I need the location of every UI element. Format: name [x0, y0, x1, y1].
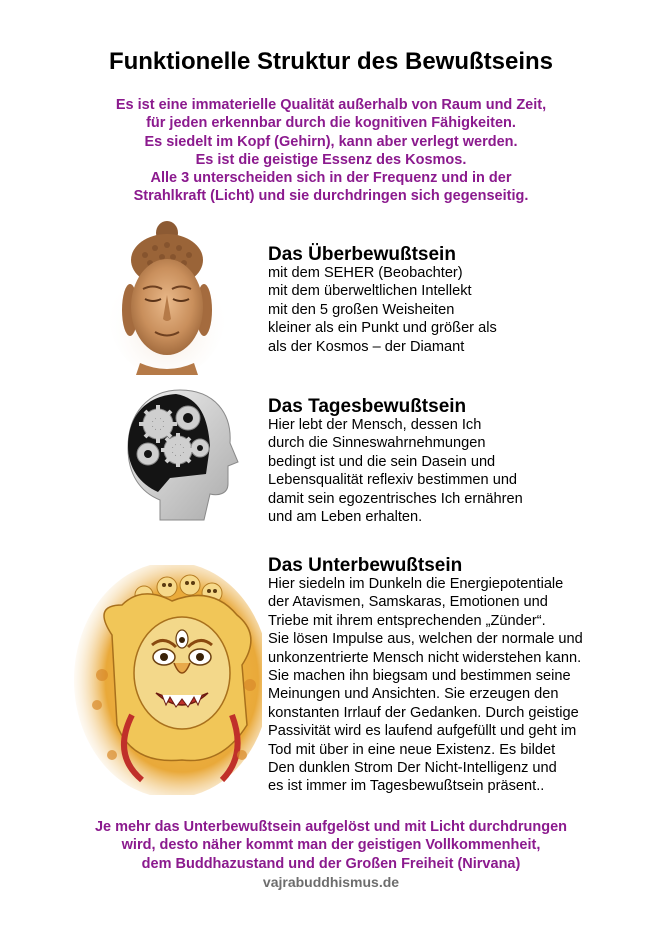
section-body-unterbewusstsein [268, 575, 583, 796]
section-line: Triebe mit ihrem entsprechenden „Zünder“. [268, 612, 546, 629]
section-line: es ist immer im Tagesbewußtsein präsent.. [268, 778, 545, 795]
closing-line: Je mehr das Unterbewußtsein aufgelöst und mit Licht durchdrungen [94, 819, 568, 835]
gear-head-image [120, 388, 240, 523]
section-line: mit den 5 großen Weisheiten [268, 301, 455, 318]
section-title-tagesbewusstsein: Das Tagesbewußtsein [268, 396, 467, 417]
section-title-ueberbewusstsein: Das Überbewußtsein [268, 244, 456, 265]
wrathful-deity-image [72, 565, 262, 795]
section-line: bedingt ist und die sein Dasein und [268, 453, 496, 470]
section-line: mit dem überweltlichen Intellekt [268, 283, 472, 300]
closing-line: dem Buddhazustand und der Großen Freiheit (Nirvana) [141, 855, 521, 872]
intro-line: Alle 3 unterscheiden sich in der Frequenz und in der [150, 170, 512, 187]
section-body-tagesbewusstsein [268, 416, 523, 526]
intro-line: Es siedelt im Kopf (Gehirn), kann aber verlegt werden. [144, 133, 518, 150]
section-line: Tod mit über in eine neue Existenz. Es bildet [268, 741, 556, 758]
section-line: Sie lösen Impulse aus, welchen der normale und [268, 631, 583, 648]
intro-text [20, 96, 642, 206]
section-line: mit dem SEHER (Beobachter) [268, 265, 463, 281]
page-title: Funktionelle Struktur des Bewußtseins [108, 48, 554, 75]
section-line: und am Leben erhalten. [268, 509, 423, 526]
closing-line: wird, desto näher kommt man der geistigen Vollkommenheit, [121, 837, 541, 854]
section-line: der Atavismen, Samskaras, Emotionen und [268, 594, 548, 611]
section-line: unkonzentrierte Mensch nicht widerstehen kann. [268, 649, 582, 666]
section-line: Sie machen ihn biegsam und bestimmen seine [268, 668, 571, 685]
intro-line: für jeden erkennbar durch die kognitiven Fähigkeiten. [146, 115, 516, 132]
section-body-ueberbewusstsein [268, 264, 497, 356]
website-link[interactable]: vajrabuddhismus.de [262, 874, 400, 890]
section-line: konstanten Irrlauf der Gedanken. Durch geistige [268, 704, 579, 721]
section-line: Hier siedeln im Dunkeln die Energiepotentiale [268, 576, 564, 592]
closing-text [10, 818, 652, 873]
section-line: Den dunklen Strom Der Nicht-Intelligenz und [268, 760, 557, 777]
section-line: damit sein egozentrisches Ich ernähren [268, 490, 523, 507]
buddha-head-image [110, 215, 225, 375]
intro-line: Es ist die geistige Essenz des Kosmos. [195, 151, 467, 168]
intro-line: Es ist eine immaterielle Qualität außerhalb von Raum und Zeit, [115, 97, 547, 113]
section-line: durch die Sinneswahrnehmungen [268, 435, 486, 452]
section-line: kleiner als ein Punkt und größer als [268, 320, 497, 337]
section-line: Lebensqualität reflexiv bestimmen und [268, 472, 518, 489]
section-line: Meinungen und Ansichten. Sie erzeugen den [268, 686, 559, 703]
section-line: als der Kosmos – der Diamant [268, 338, 465, 355]
section-line: Passivität wird es laufend aufgefüllt und geht im [268, 723, 577, 740]
intro-line: Strahlkraft (Licht) und sie durchdringen sich gegenseitig. [133, 188, 529, 205]
section-title-unterbewusstsein: Das Unterbewußtsein [268, 555, 463, 576]
section-line: Hier lebt der Mensch, dessen Ich [268, 417, 482, 433]
